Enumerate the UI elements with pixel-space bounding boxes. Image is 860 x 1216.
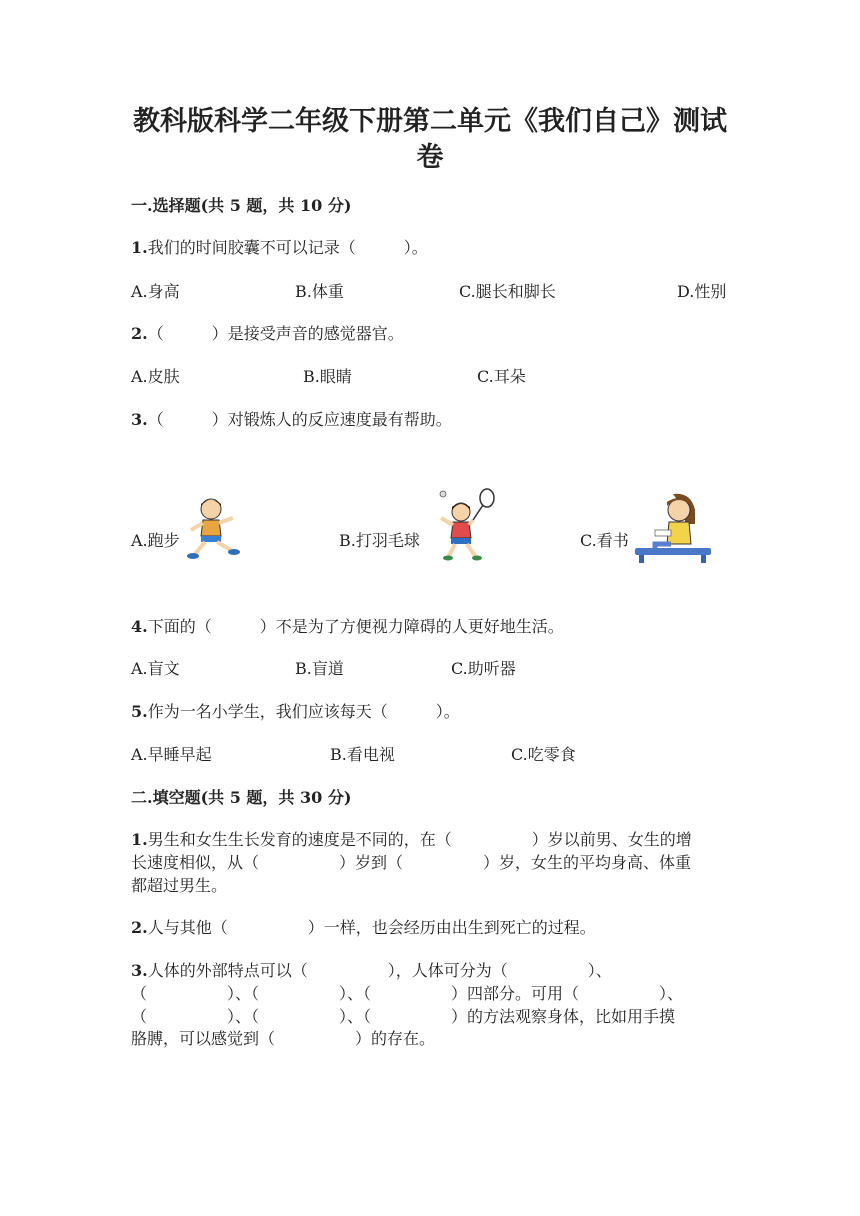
fill-question-1-line3: 都超过男生。 <box>131 876 228 895</box>
q2-option-a: A.皮肤 <box>131 367 180 386</box>
question-number: 4. <box>131 617 148 636</box>
question-number: 3. <box>131 410 148 429</box>
running-boy-illustration <box>187 496 245 562</box>
q5-option-c: C.吃零食 <box>511 745 576 764</box>
fill-question-3-line3: （ ）、（ ）、（ ）的方法观察身体，比如用手摸 <box>131 1007 676 1026</box>
q4-option-c: C.助听器 <box>451 659 516 678</box>
question-number: 5. <box>131 702 148 721</box>
fill-question-2 <box>131 915 596 938</box>
question-number: 1. <box>131 238 148 257</box>
fill-question-3-line4: 胳膊，可以感觉到（ ）的存在。 <box>131 1029 436 1048</box>
section-heading-fill: 二.填空题(共 5 题，共 30 分) <box>131 788 352 807</box>
q5-option-a: A.早睡早起 <box>131 745 212 764</box>
question-text: 男生和女生生长发育的速度是不同的，在（ ）岁以前男、女生的增 <box>147 830 692 849</box>
q1-option-c: C.腿长和脚长 <box>459 282 556 301</box>
q1-option-d: D.性别 <box>677 282 727 301</box>
q3-option-b: B.打羽毛球 <box>339 531 420 550</box>
q4-option-a: A.盲文 <box>131 659 180 678</box>
question-text: （ ）是接受声音的感觉器官。 <box>147 324 404 343</box>
q1-option-a: A.身高 <box>131 282 180 301</box>
question-number: 3. <box>131 961 148 980</box>
question-5 <box>131 699 460 722</box>
question-1 <box>131 235 428 258</box>
q3-option-c: C.看书 <box>580 531 629 550</box>
q3-option-a: A.跑步 <box>131 531 180 550</box>
q1-option-b: B.体重 <box>295 282 344 301</box>
question-4 <box>131 614 564 637</box>
question-text: 人体的外部特点可以（ ），人体可分为（ ）、 <box>147 961 612 980</box>
question-text: 作为一名小学生，我们应该每天（ ）。 <box>147 702 460 721</box>
q2-option-b: B.眼睛 <box>303 367 352 386</box>
fill-question-1-line2: 长速度相似，从（ ）岁到（ ）岁，女生的平均身高、体重 <box>131 853 692 872</box>
question-number: 2. <box>131 918 148 937</box>
question-number: 2. <box>131 324 148 343</box>
q5-option-b: B.看电视 <box>330 745 395 764</box>
q4-option-b: B.盲道 <box>295 659 344 678</box>
fill-question-1 <box>131 827 692 850</box>
question-text: 我们的时间胶囊不可以记录（ ）。 <box>147 238 428 257</box>
fill-question-3 <box>131 958 612 981</box>
question-number: 1. <box>131 830 148 849</box>
page-title-cont: 卷 <box>416 142 444 173</box>
question-text: 下面的（ ）不是为了方便视力障碍的人更好地生活。 <box>147 617 564 636</box>
page-title: 教科版科学二年级下册第二单元《我们自己》测试 <box>133 106 727 137</box>
q2-option-c: C.耳朵 <box>477 367 526 386</box>
section-heading-choice: 一.选择题(共 5 题，共 10 分) <box>131 196 352 215</box>
badminton-girl-illustration <box>431 486 497 562</box>
question-text: 人与其他（ ）一样，也会经历由出生到死亡的过程。 <box>147 918 596 937</box>
question-3 <box>131 407 452 430</box>
fill-question-3-line2: （ ）、（ ）、（ ）四部分。可用（ ）、 <box>131 984 684 1003</box>
question-text: （ ）对锻炼人的反应速度最有帮助。 <box>147 410 452 429</box>
reading-girl-illustration <box>633 490 713 564</box>
question-2 <box>131 321 404 344</box>
